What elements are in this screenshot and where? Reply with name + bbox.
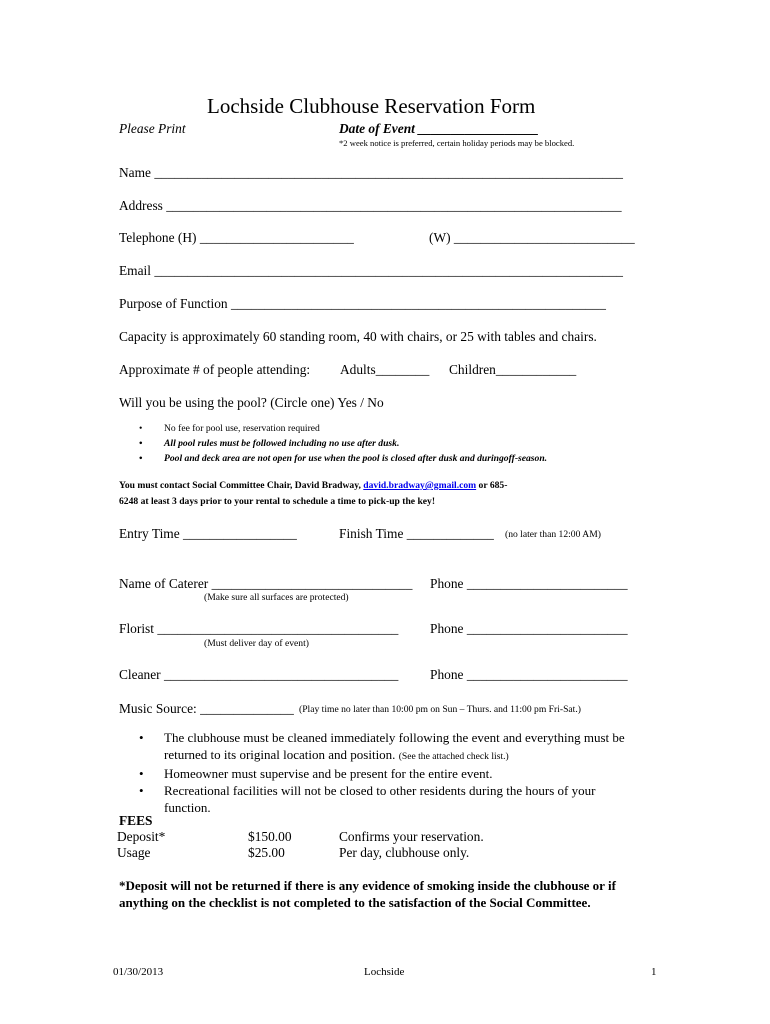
email-field[interactable]: Email ______________________________________________________________________ <box>119 263 623 278</box>
telephone-home-field[interactable]: Telephone (H) _______________________ <box>119 230 354 245</box>
clubhouse-rules-list <box>164 729 625 816</box>
florist-phone-field[interactable]: Phone ________________________ <box>430 621 628 636</box>
contact-email-link[interactable]: david.bradway@gmail.com <box>363 480 477 491</box>
page-title: Lochside Clubhouse Reservation Form <box>207 94 536 118</box>
fee-amount: $25.00 <box>248 845 285 860</box>
contact-text-post: or 685- <box>476 480 508 491</box>
date-of-event-field[interactable]: Date of Event __________________ <box>339 121 539 136</box>
caterer-note: (Make sure all surfaces are protected) <box>204 592 349 603</box>
purpose-field[interactable]: Purpose of Function ________________________________________________________ <box>119 296 606 311</box>
caterer-phone-field[interactable]: Phone ________________________ <box>430 576 628 591</box>
list-item <box>164 729 625 765</box>
table-row <box>117 829 484 845</box>
pool-rules-list <box>164 421 547 466</box>
address-field[interactable]: Address ____________________________________________________________________ <box>119 198 622 213</box>
florist-field[interactable]: Florist ____________________________________ <box>119 621 399 636</box>
fees-table <box>117 829 484 861</box>
fee-label: Usage <box>117 845 151 860</box>
fee-amount: $150.00 <box>248 829 292 844</box>
checklist-note: (See the attached check list.) <box>398 751 509 762</box>
footer-center: Lochside <box>364 966 405 978</box>
fee-description: Confirms your reservation. <box>339 829 484 844</box>
rule-3-line-2: function. <box>164 800 211 815</box>
children-field[interactable]: Children____________ <box>449 362 577 377</box>
name-field[interactable]: Name ______________________________________________________________________ <box>119 165 623 180</box>
list-item: • Homeowner must supervise and be present for the entire event. <box>164 765 625 782</box>
entry-time-field[interactable]: Entry Time _________________ <box>119 526 297 541</box>
footer-page-number: 1 <box>651 966 657 978</box>
table-row <box>117 845 484 861</box>
list-item: • Pool and deck area are not open for use when the pool is closed after dusk and duringoff-season. <box>164 451 547 466</box>
finish-time-field[interactable]: Finish Time _____________ <box>339 526 494 541</box>
disclaimer-line-2: anything on the checklist is not completed to the satisfaction of the Social Committee. <box>119 895 591 910</box>
contact-line-2: 6248 at least 3 days prior to your rental to schedule a time to pick-up the key! <box>119 496 436 507</box>
caterer-field[interactable]: Name of Caterer ______________________________ <box>119 576 413 591</box>
rule-1-line-2: returned to its original location and position. <box>164 747 396 762</box>
list-item <box>164 782 625 816</box>
please-print-label: Please Print <box>119 121 186 136</box>
music-source-field[interactable]: Music Source: ______________ <box>119 701 294 716</box>
capacity-text: Capacity is approximately 60 standing room, 40 with chairs, or 25 with tables and chairs. <box>119 329 597 344</box>
footer-date: 01/30/2013 <box>113 966 164 978</box>
list-item: • All pool rules must be followed including no use after dusk. <box>164 436 547 451</box>
music-note: (Play time no later than 10:00 pm on Sun – Thurs. and 11:00 pm Fri-Sat.) <box>299 704 581 715</box>
contact-line-1 <box>119 480 507 491</box>
adults-field[interactable]: Adults________ <box>340 362 430 377</box>
contact-text-pre: You must contact Social Committee Chair, David Bradway, <box>119 480 364 491</box>
florist-note: (Must deliver day of event) <box>204 638 309 649</box>
attending-label: Approximate # of people attending: <box>119 362 311 377</box>
fees-heading: FEES <box>119 813 153 828</box>
pool-question[interactable]: Will you be using the pool? (Circle one) Yes / No <box>119 395 384 410</box>
cleaner-phone-field[interactable]: Phone ________________________ <box>430 667 628 682</box>
finish-time-note: (no later than 12:00 AM) <box>505 529 601 540</box>
rule-1-line-1: The clubhouse must be cleaned immediately following the event and everything must be <box>164 730 625 745</box>
fee-description: Per day, clubhouse only. <box>339 845 470 860</box>
list-item: • No fee for pool use, reservation required <box>164 421 547 436</box>
cleaner-field[interactable]: Cleaner ___________________________________ <box>119 667 399 682</box>
fee-label: Deposit* <box>117 829 166 844</box>
notice-note: *2 week notice is preferred, certain holiday periods may be blocked. <box>339 138 575 148</box>
disclaimer-line-1: *Deposit will not be returned if there is any evidence of smoking inside the clubhouse or if <box>119 878 616 893</box>
telephone-work-field[interactable]: (W) ___________________________ <box>429 230 635 245</box>
rule-3-line-1: Recreational facilities will not be closed to other residents during the hours of your <box>164 783 596 798</box>
